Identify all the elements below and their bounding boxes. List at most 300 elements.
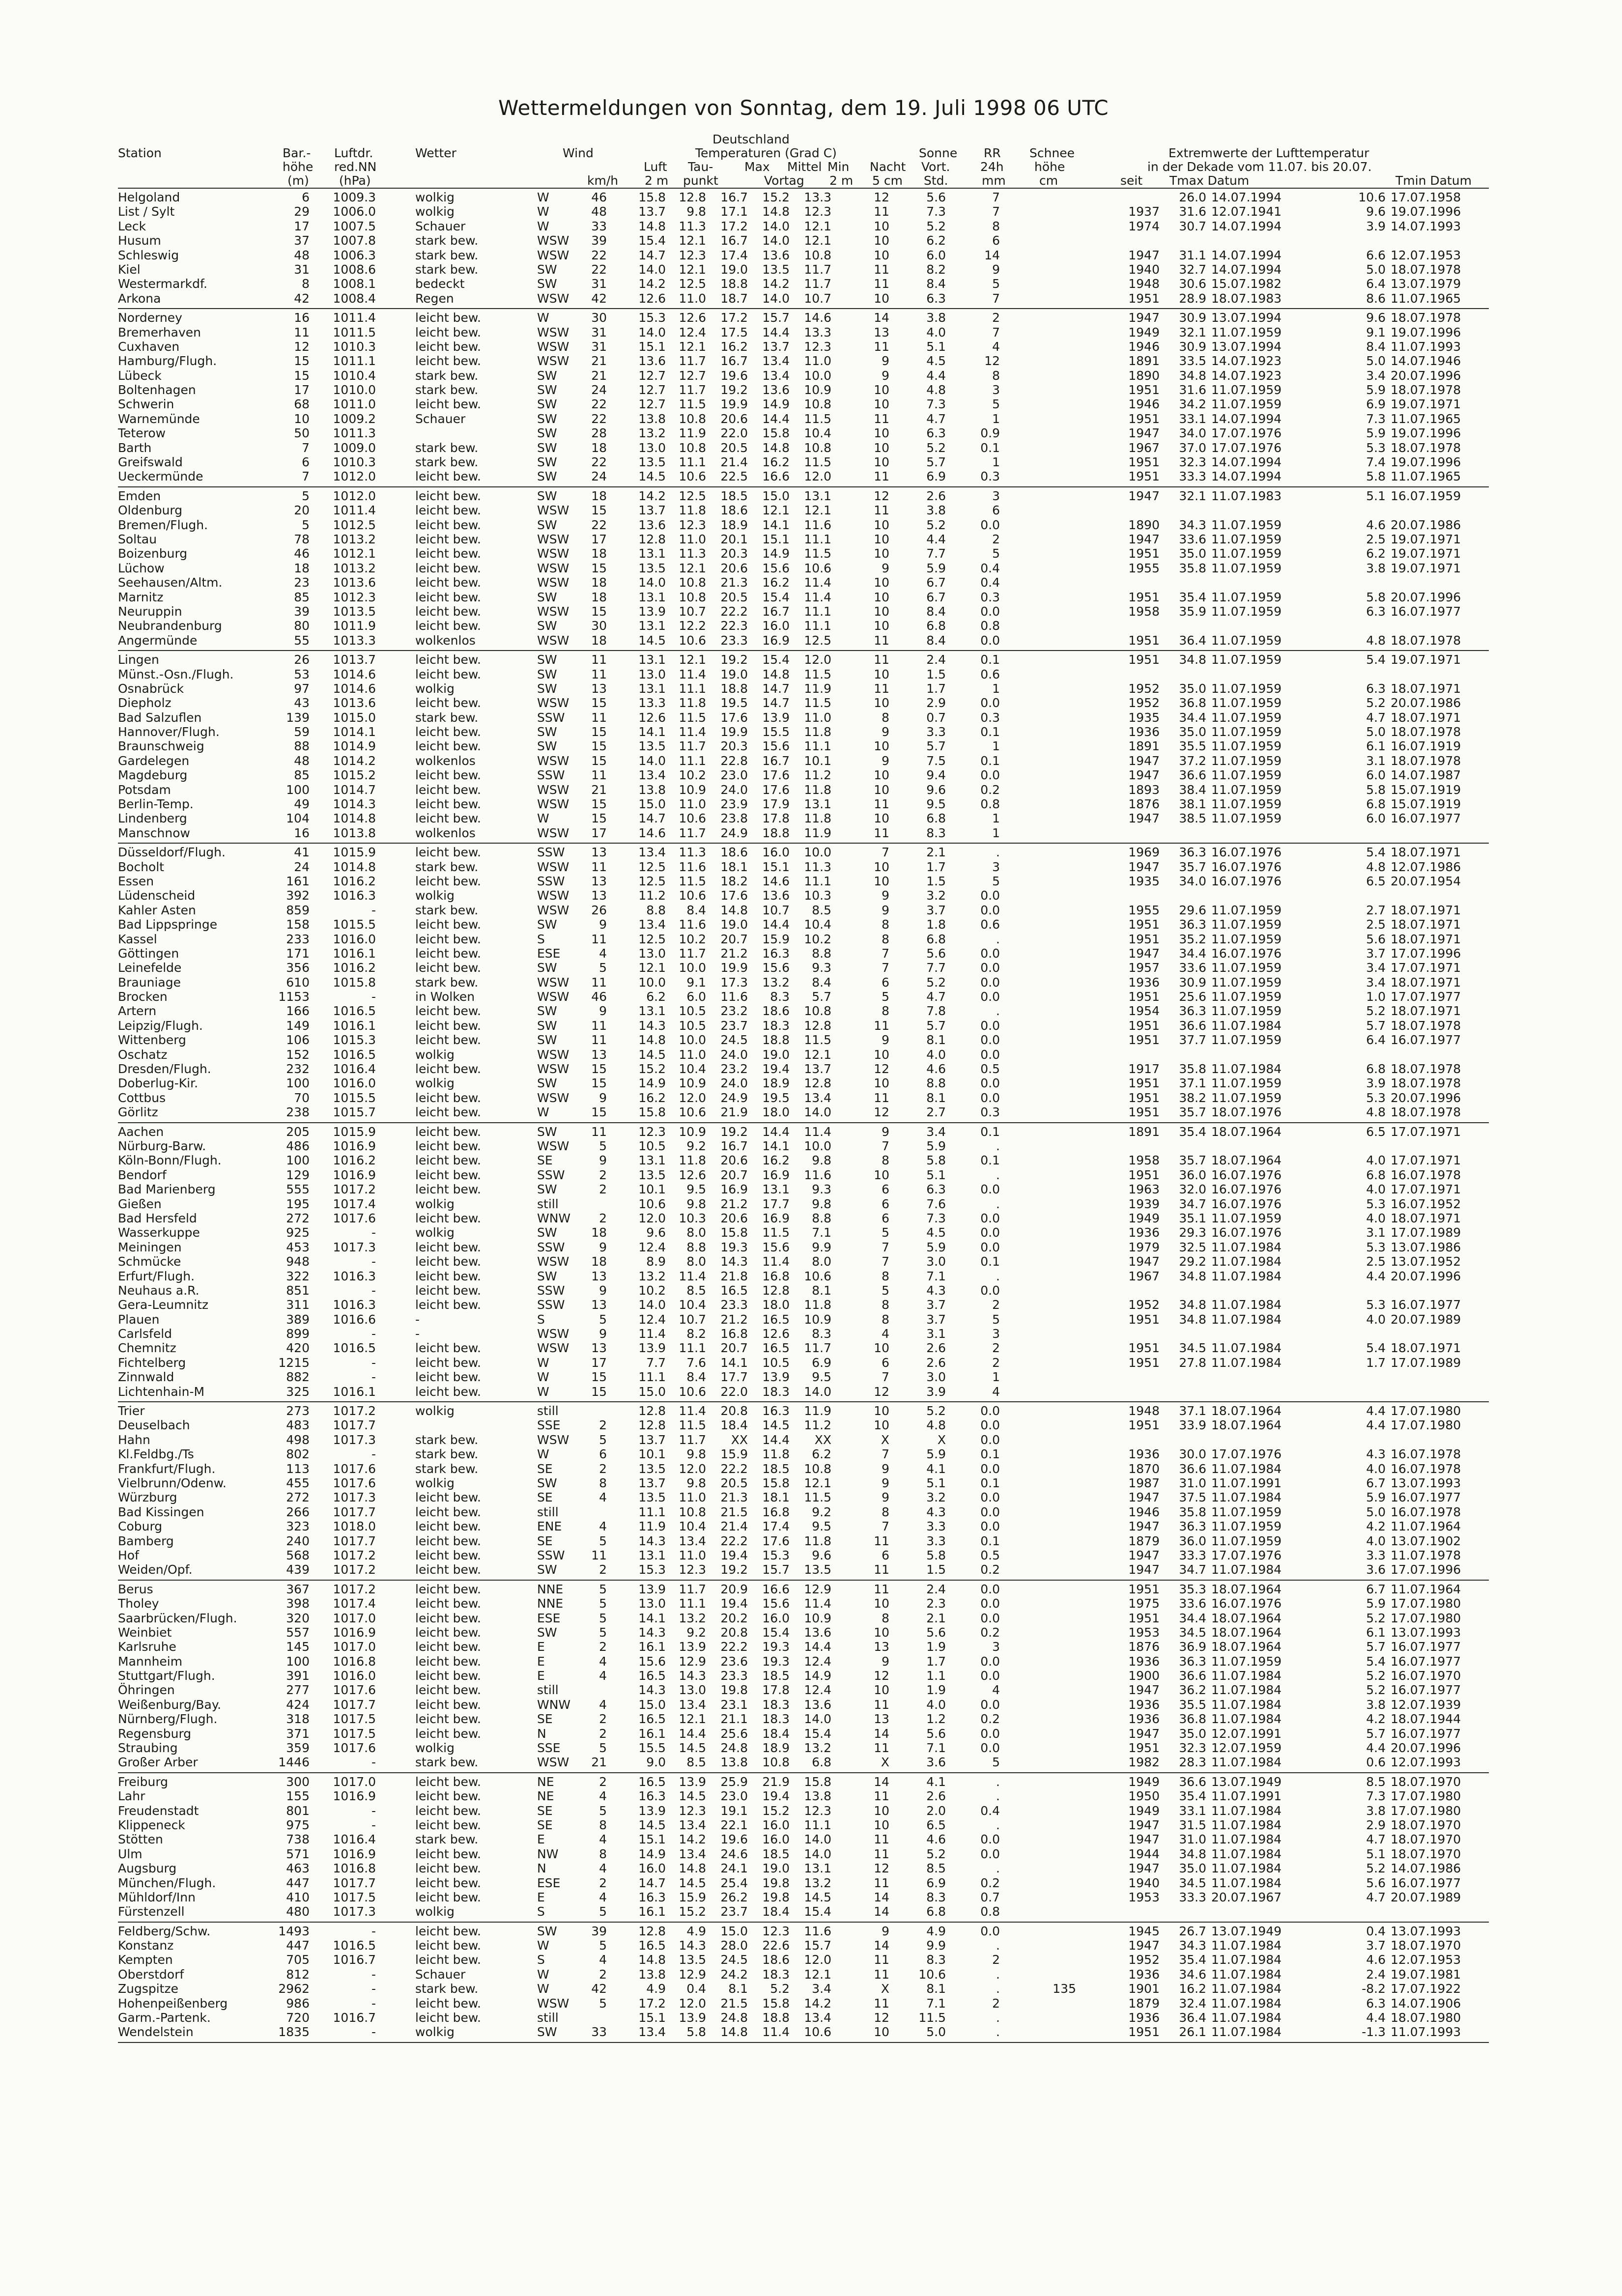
- dew-point: 11.0: [679, 532, 706, 546]
- barometer-height: 801: [286, 1803, 310, 1818]
- min-temp: 13.1: [804, 797, 831, 812]
- air-temp: 14.3: [638, 1683, 666, 1698]
- precipitation: 0.2: [980, 782, 1000, 797]
- tmin-date: 16.07.1978: [1391, 1167, 1461, 1182]
- weather: leicht bew.: [415, 1298, 481, 1312]
- max-temp: 23.0: [720, 1789, 748, 1804]
- wind-speed: 9: [599, 1004, 607, 1019]
- station-name: Angermünde: [118, 633, 198, 648]
- station-name: Tholey: [118, 1596, 159, 1611]
- table-row: [118, 1534, 1489, 1548]
- weather: wolkenlos: [415, 753, 476, 768]
- mean-temp: 14.4: [762, 1432, 790, 1447]
- sunshine: 4.3: [926, 1283, 946, 1298]
- tmax: 35.0: [1179, 681, 1206, 696]
- sunshine: 5.2: [926, 219, 946, 233]
- tmax-date: 11.07.1984: [1211, 1755, 1282, 1770]
- wind-direction: SW: [537, 383, 557, 397]
- mean-temp: 13.9: [762, 710, 790, 725]
- weather: leicht bew.: [415, 946, 481, 961]
- air-temp: 13.4: [638, 768, 666, 783]
- mean-temp: 19.4: [762, 1062, 790, 1077]
- mean-temp: 15.0: [762, 488, 790, 503]
- since-year: 1945: [1128, 1924, 1160, 1938]
- header-max: Max: [744, 160, 770, 174]
- barometer-height: 48: [294, 753, 310, 768]
- dew-point: 9.8: [686, 1447, 706, 1462]
- mean-temp: 16.0: [762, 1832, 790, 1847]
- tmin: 3.1: [1366, 753, 1386, 768]
- mean-temp: 17.4: [762, 1519, 790, 1534]
- precipitation: .: [996, 1861, 1000, 1876]
- wind-speed: 11: [591, 975, 607, 990]
- mean-temp: 16.0: [762, 1817, 790, 1832]
- precipitation: .: [996, 1817, 1000, 1832]
- precipitation: 0.1: [980, 1475, 1000, 1490]
- dew-point: 11.8: [679, 1153, 706, 1168]
- wind-direction: SW: [537, 277, 557, 291]
- wind-speed: 22: [591, 397, 607, 412]
- mean-temp: 12.3: [762, 1924, 790, 1938]
- weather: leicht bew.: [415, 1924, 481, 1938]
- barometer-height: 986: [286, 1996, 310, 2011]
- since-year: 1955: [1128, 903, 1160, 917]
- table-row: [118, 1938, 1489, 1953]
- wind-speed: 18: [591, 1225, 607, 1240]
- wind-direction: E: [537, 1640, 545, 1654]
- min-temp: 12.4: [804, 1654, 831, 1669]
- tmax-date: 14.07.1994: [1211, 248, 1282, 262]
- tmax-date: 11.07.1959: [1211, 1090, 1282, 1105]
- min-temp: 11.6: [804, 1924, 831, 1938]
- mean-temp: 14.2: [762, 277, 790, 291]
- header-bar-2: höhe: [283, 160, 313, 174]
- sunshine: 6.3: [926, 1182, 946, 1197]
- min-temp: 10.9: [804, 1312, 831, 1327]
- wind-speed: 17: [591, 532, 607, 546]
- tmin-date: 18.07.1978: [1391, 311, 1461, 325]
- min-temp: 6.8: [812, 1755, 831, 1770]
- station-name: Neuruppin: [118, 604, 182, 619]
- mean-temp: 10.5: [762, 1355, 790, 1370]
- precipitation: 7: [992, 291, 1000, 306]
- header-rr-2: 24h: [980, 160, 1004, 174]
- sunshine: 7.7: [926, 546, 946, 561]
- max-temp: 20.6: [720, 1211, 748, 1225]
- sunshine: 8.4: [926, 277, 946, 291]
- wind-speed: 4: [599, 1490, 607, 1505]
- tmin-date: 19.07.1996: [1391, 204, 1461, 219]
- mean-temp: 16.0: [762, 845, 790, 860]
- night-5cm: 10: [874, 1596, 889, 1611]
- table-row: [118, 248, 1489, 262]
- pressure: 1013.3: [333, 633, 376, 648]
- tmax: 32.5: [1179, 1240, 1206, 1254]
- wind-direction: S: [537, 1312, 545, 1327]
- air-temp: 16.3: [638, 1789, 666, 1804]
- sunshine: 1.9: [926, 1640, 946, 1654]
- wind-speed: 26: [591, 903, 607, 917]
- tmax-date: 11.07.1984: [1211, 1562, 1282, 1577]
- tmin-date: 18.07.1970: [1391, 1817, 1461, 1832]
- min-temp: 11.1: [804, 532, 831, 546]
- min-temp: 8.3: [812, 1327, 831, 1341]
- precipitation: 0.7: [980, 1890, 1000, 1904]
- sunshine: 7.1: [926, 1269, 946, 1283]
- tmax-date: 11.07.1984: [1211, 1490, 1282, 1505]
- wind-speed: 30: [591, 311, 607, 325]
- dew-point: 13.4: [679, 1817, 706, 1832]
- dew-point: 14.5: [679, 1741, 706, 1756]
- mean-temp: 16.0: [762, 619, 790, 633]
- barometer-height: 17: [294, 383, 310, 397]
- air-temp: 16.3: [638, 1890, 666, 1904]
- weather: leicht bew.: [415, 1105, 481, 1120]
- header-rr-3: mm: [982, 173, 1006, 188]
- air-temp: 13.1: [638, 590, 666, 604]
- tmin: 7.3: [1366, 1789, 1386, 1804]
- tmin-date: 18.07.1978: [1391, 1018, 1461, 1033]
- since-year: 1917: [1128, 1062, 1160, 1077]
- wind-direction: WSW: [537, 797, 569, 812]
- precipitation: 0.0: [980, 990, 1000, 1004]
- tmin: 4.7: [1366, 710, 1386, 725]
- wind-speed: 13: [591, 874, 607, 888]
- wind-direction: NW: [537, 1846, 559, 1861]
- header-schnee-1: Schnee: [1029, 146, 1075, 160]
- min-temp: 10.1: [804, 753, 831, 768]
- max-temp: 20.6: [720, 1153, 748, 1168]
- night-5cm: 11: [874, 1582, 889, 1596]
- pressure: 1015.8: [333, 975, 376, 990]
- max-temp: 24.0: [720, 782, 748, 797]
- table-row: [118, 1505, 1489, 1519]
- mean-temp: 19.8: [762, 1875, 790, 1890]
- dew-point: 9.8: [686, 1475, 706, 1490]
- wind-direction: WSW: [537, 990, 569, 1004]
- night-5cm: 8: [882, 710, 889, 725]
- max-temp: 20.7: [720, 1341, 748, 1356]
- precipitation: 4: [992, 1683, 1000, 1698]
- wind-speed: 28: [591, 426, 607, 441]
- precipitation: 5: [992, 1755, 1000, 1770]
- night-5cm: 10: [874, 1047, 889, 1062]
- dew-point: 11.0: [679, 797, 706, 812]
- night-5cm: 10: [874, 782, 889, 797]
- tmax: 36.3: [1179, 1654, 1206, 1669]
- tmax: 34.2: [1179, 397, 1206, 412]
- min-temp: 11.6: [804, 1167, 831, 1182]
- max-temp: 18.5: [720, 488, 748, 503]
- pressure: 1016.1: [333, 1384, 376, 1399]
- station-name: Hamburg/Flugh.: [118, 354, 217, 368]
- min-temp: 8.8: [812, 946, 831, 961]
- tmin: 6.5: [1366, 1124, 1386, 1139]
- station-name: Leck: [118, 219, 146, 233]
- min-temp: 8.5: [812, 903, 831, 917]
- weather: leicht bew.: [415, 652, 481, 667]
- weather: leicht bew.: [415, 845, 481, 860]
- sunshine: 6.8: [926, 619, 946, 633]
- tmin-date: 19.07.1971: [1391, 546, 1461, 561]
- wind-speed: 33: [591, 219, 607, 233]
- table-row: [118, 455, 1489, 469]
- max-temp: 24.0: [720, 1047, 748, 1062]
- mean-temp: 14.0: [762, 233, 790, 248]
- wind-direction: SSE: [537, 1741, 561, 1756]
- night-5cm: 9: [882, 354, 889, 368]
- dew-point: 15.9: [679, 1890, 706, 1904]
- wind-direction: W: [537, 311, 549, 325]
- night-5cm: 10: [874, 739, 889, 754]
- min-temp: 11.8: [804, 1533, 831, 1548]
- header-min-2m: 2 m: [829, 173, 854, 188]
- barometer-height: 104: [286, 811, 310, 826]
- barometer-height: 100: [286, 1654, 310, 1669]
- station-name: Chemnitz: [118, 1341, 176, 1356]
- wind-direction: SW: [537, 1018, 557, 1033]
- table-row: [118, 1168, 1489, 1182]
- min-temp: 12.0: [804, 652, 831, 667]
- tmin-date: 14.07.1987: [1391, 768, 1461, 783]
- table-row: [118, 1890, 1489, 1904]
- table-row: [118, 1476, 1489, 1490]
- sunshine: 3.0: [926, 1254, 946, 1269]
- table-row: [118, 1596, 1489, 1611]
- wind-direction: SSW: [537, 874, 565, 888]
- sunshine: 7.8: [926, 1004, 946, 1019]
- min-temp: 12.4: [804, 1683, 831, 1698]
- night-5cm: 13: [874, 325, 889, 340]
- barometer-height: 171: [286, 946, 310, 961]
- dew-point: 12.2: [679, 619, 706, 633]
- station-name: Bad Marienberg: [118, 1182, 216, 1197]
- wind-direction: still: [537, 1683, 559, 1698]
- table-row: [118, 811, 1489, 825]
- since-year: 1946: [1128, 1504, 1160, 1519]
- barometer-height: 24: [294, 859, 310, 874]
- header-luftdr-1: Luftdr.: [334, 146, 373, 160]
- night-5cm: 10: [874, 1167, 889, 1182]
- dew-point: 12.3: [679, 248, 706, 262]
- weather: leicht bew.: [415, 1803, 481, 1818]
- min-temp: 11.4: [804, 1124, 831, 1139]
- wind-speed: 8: [599, 1817, 607, 1832]
- wind-direction: N: [537, 1726, 546, 1741]
- station-name: Wasserkuppe: [118, 1225, 200, 1240]
- barometer-height: 812: [286, 1967, 310, 1982]
- pressure: 1016.7: [333, 2011, 376, 2025]
- min-temp: 12.1: [804, 219, 831, 233]
- tmin: 4.6: [1366, 1953, 1386, 1967]
- dew-point: 14.5: [679, 1875, 706, 1890]
- tmax-date: 15.07.1982: [1211, 277, 1282, 291]
- station-name: Großer Arber: [118, 1755, 198, 1770]
- night-5cm: 11: [874, 277, 889, 291]
- mean-temp: 14.7: [762, 696, 790, 710]
- sunshine: 4.4: [926, 532, 946, 546]
- barometer-height: 571: [286, 1846, 310, 1861]
- air-temp: 14.3: [638, 1018, 666, 1033]
- station-name: Kassel: [118, 932, 157, 946]
- wind-speed: 18: [591, 546, 607, 561]
- max-temp: 19.1: [720, 1803, 748, 1818]
- precipitation: 0.0: [980, 1283, 1000, 1298]
- night-5cm: 9: [882, 725, 889, 739]
- pressure: 1012.1: [333, 546, 376, 561]
- tmin-date: 18.07.1970: [1391, 1832, 1461, 1847]
- wind-direction: ESE: [537, 1875, 561, 1890]
- header-schnee-2: höhe: [1034, 160, 1065, 174]
- max-temp: 22.8: [720, 753, 748, 768]
- table-row: [118, 1182, 1489, 1196]
- precipitation: 3: [992, 1640, 1000, 1654]
- table-row: [118, 518, 1489, 532]
- table-row: [118, 1076, 1489, 1090]
- night-5cm: 7: [882, 1240, 889, 1254]
- table-row: [118, 604, 1489, 619]
- sunshine: 5.9: [926, 1447, 946, 1462]
- dew-point: 14.4: [679, 1726, 706, 1741]
- precipitation: .: [996, 1139, 1000, 1153]
- night-5cm: 7: [882, 1139, 889, 1153]
- since-year: 1953: [1128, 1890, 1160, 1904]
- tmax: 34.8: [1179, 652, 1206, 667]
- mean-temp: 15.7: [762, 1562, 790, 1577]
- tmax: 32.3: [1179, 1741, 1206, 1756]
- tmax-date: 11.07.1959: [1211, 1504, 1282, 1519]
- precipitation: 0.3: [980, 1105, 1000, 1120]
- wind-speed: 24: [591, 469, 607, 484]
- sunshine: 4.0: [926, 325, 946, 340]
- min-temp: 11.6: [804, 517, 831, 532]
- min-temp: 14.5: [804, 1890, 831, 1904]
- wind-direction: W: [537, 1384, 549, 1399]
- pressure: 1016.1: [333, 946, 376, 961]
- wind-direction: WNW: [537, 1211, 571, 1225]
- tmax-date: 16.07.1976: [1211, 1196, 1282, 1211]
- min-temp: 11.2: [804, 768, 831, 783]
- wind-direction: SSW: [537, 845, 565, 860]
- dew-point: 8.2: [686, 1327, 706, 1341]
- air-temp: 13.9: [638, 604, 666, 619]
- max-temp: 18.1: [720, 859, 748, 874]
- weather: leicht bew.: [415, 311, 481, 325]
- dew-point: 10.6: [679, 469, 706, 484]
- mean-temp: 16.2: [762, 575, 790, 590]
- dew-point: 13.4: [679, 1846, 706, 1861]
- pressure: 1013.6: [333, 575, 376, 590]
- wind-direction: WSW: [537, 248, 569, 262]
- dew-point: 8.8: [686, 1240, 706, 1254]
- barometer-height: 322: [286, 1269, 310, 1283]
- table-row: [118, 204, 1489, 219]
- dew-point: 10.6: [679, 888, 706, 903]
- table-row: [118, 1804, 1489, 1818]
- mean-temp: 15.1: [762, 532, 790, 546]
- wind-speed: 48: [591, 204, 607, 219]
- wind-speed: 11: [591, 652, 607, 667]
- min-temp: 11.0: [804, 354, 831, 368]
- station-name: Lüchow: [118, 561, 165, 575]
- dew-point: 9.8: [686, 1196, 706, 1211]
- weather: Schauer: [415, 1967, 466, 1982]
- dew-point: 11.4: [679, 667, 706, 681]
- pressure: 1016.3: [333, 1269, 376, 1283]
- table-row: [118, 783, 1489, 797]
- wind-direction: WSW: [537, 975, 569, 990]
- mean-temp: 11.8: [762, 1447, 790, 1462]
- pressure: 1016.8: [333, 1654, 376, 1669]
- weather: leicht bew.: [415, 339, 481, 354]
- night-5cm: 7: [882, 845, 889, 860]
- wind-speed: 33: [591, 2025, 607, 2040]
- tmax: 34.5: [1179, 1341, 1206, 1356]
- since-year: 1947: [1128, 1490, 1160, 1505]
- wind-speed: 11: [591, 1548, 607, 1562]
- sunshine: 7.3: [926, 1211, 946, 1225]
- table-row: [118, 1727, 1489, 1741]
- weather: leicht bew.: [415, 1726, 481, 1741]
- precipitation: 0.8: [980, 619, 1000, 633]
- night-5cm: 12: [874, 488, 889, 503]
- dew-point: 14.3: [679, 1669, 706, 1683]
- since-year: 1900: [1128, 1669, 1160, 1683]
- table-row: [118, 1996, 1489, 2011]
- sunshine: 11.5: [918, 2011, 946, 2025]
- precipitation: 2: [992, 1355, 1000, 1370]
- mean-temp: 15.4: [762, 1625, 790, 1640]
- min-temp: 11.1: [804, 739, 831, 754]
- precipitation: 0.1: [980, 652, 1000, 667]
- table-row: [118, 1254, 1489, 1269]
- tmax-date: 12.07.1959: [1211, 1741, 1282, 1756]
- barometer-height: 391: [286, 1669, 310, 1683]
- table-row: [118, 725, 1489, 739]
- mean-temp: 15.8: [762, 1996, 790, 2011]
- since-year: 1947: [1128, 811, 1160, 826]
- header-tmax-datum: Tmax Datum: [1169, 173, 1250, 188]
- barometer-height: 100: [286, 1076, 310, 1091]
- tmin-date: 18.07.1971: [1391, 1004, 1461, 1019]
- tmin: 5.3: [1366, 1240, 1386, 1254]
- since-year: 1982: [1128, 1755, 1160, 1770]
- weather: leicht bew.: [415, 517, 481, 532]
- tmin: 3.7: [1366, 946, 1386, 961]
- table-row: [118, 503, 1489, 517]
- tmax-date: 16.07.1976: [1211, 1225, 1282, 1240]
- max-temp: 18.6: [720, 503, 748, 518]
- wind-speed: 39: [591, 233, 607, 248]
- tmax: 29.6: [1179, 903, 1206, 917]
- header-vortag: Vortag: [764, 173, 804, 188]
- station-name: Oldenburg: [118, 503, 183, 518]
- sunshine: 9.4: [926, 768, 946, 783]
- dew-point: 11.5: [679, 874, 706, 888]
- pressure: 1013.8: [333, 825, 376, 840]
- table-row: [118, 1876, 1489, 1890]
- precipitation: 1: [992, 1370, 1000, 1385]
- station-name: Helgoland: [118, 190, 180, 204]
- precipitation: 1: [992, 811, 1000, 826]
- max-temp: 20.9: [720, 1582, 748, 1596]
- wind-direction: SW: [537, 426, 557, 441]
- since-year: 1949: [1128, 1211, 1160, 1225]
- night-5cm: 14: [874, 1726, 889, 1741]
- min-temp: 10.7: [804, 291, 831, 306]
- table-row: [118, 1105, 1489, 1119]
- min-temp: 6.9: [812, 1355, 831, 1370]
